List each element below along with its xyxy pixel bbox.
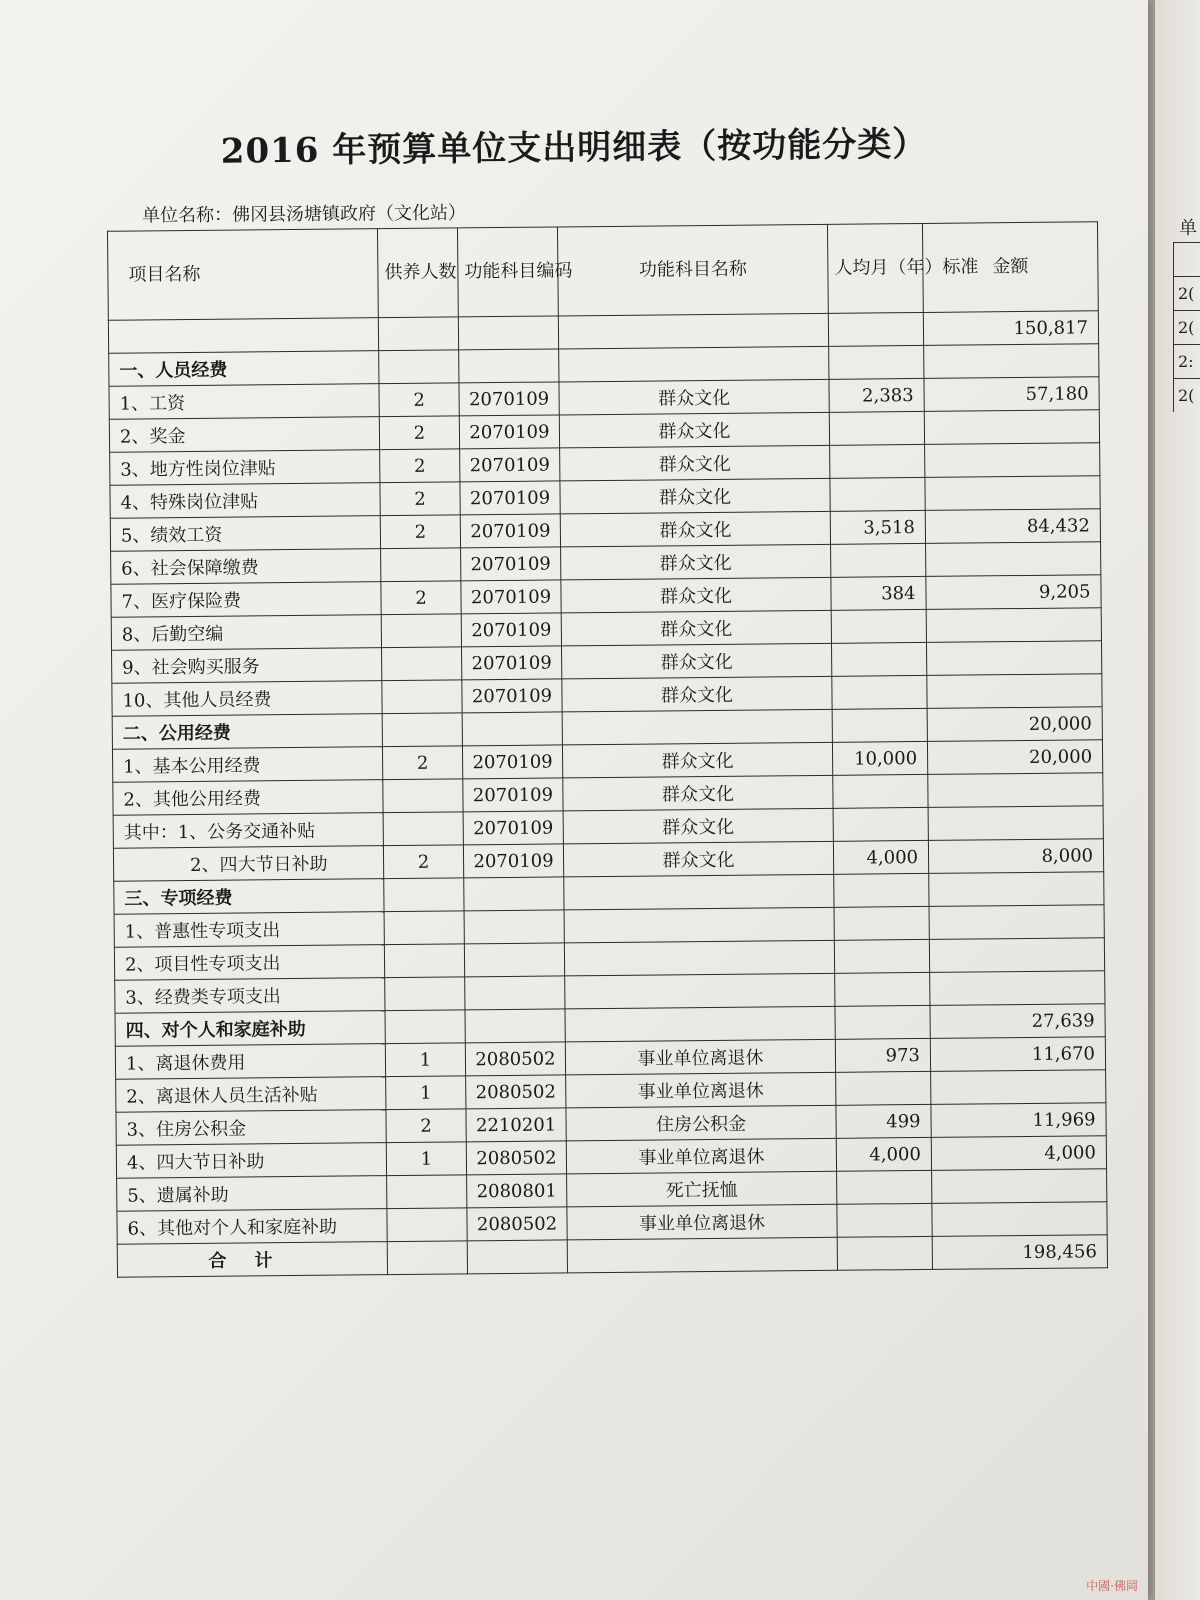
cell-standard: 4,000 (836, 1137, 931, 1171)
cell-people-count (387, 1175, 467, 1209)
cell-people-count: 2 (380, 515, 460, 549)
cell-project-name: 三、专项经费 (114, 879, 384, 915)
cell-function-name: 住房公积金 (566, 1105, 836, 1141)
cell-function-name (564, 874, 834, 910)
cell-project-name: 3、经费类专项支出 (115, 978, 385, 1014)
cell-people-count: 2 (383, 845, 463, 879)
cell-amount: 8,000 (928, 839, 1103, 874)
cell-function-name (567, 1237, 837, 1273)
cell-people-count: 2 (379, 416, 459, 450)
cell-people-count: 2 (380, 482, 460, 516)
cell-standard (837, 1236, 932, 1270)
cell-people-count (387, 1241, 467, 1275)
cell-function-code: 2070109 (462, 745, 562, 779)
cell-function-code: 2070109 (463, 844, 563, 878)
cell-function-name: 事业单位离退休 (567, 1204, 837, 1240)
cell-amount (932, 1169, 1107, 1204)
cell-function-code (462, 712, 562, 746)
cell-standard (832, 708, 927, 742)
cell-project-name: 2、四大节日补助 (113, 846, 383, 882)
cell-function-name: 群众文化 (559, 412, 829, 448)
cell-function-code (464, 943, 564, 977)
cell-function-code (458, 316, 558, 350)
table-body (108, 311, 1107, 1277)
cell-standard: 384 (831, 576, 926, 610)
cell-project-name: 1、普惠性专项支出 (114, 912, 384, 948)
cell-function-code: 2070109 (460, 481, 560, 515)
cell-standard (833, 774, 928, 808)
cell-function-name: 群众文化 (562, 643, 832, 679)
cell-project-name: 8、后勤空编 (111, 615, 381, 651)
cell-people-count: 2 (381, 581, 461, 615)
cell-standard (831, 543, 926, 577)
cell-standard: 2,383 (829, 378, 924, 412)
unit-name: 单位名称：佛冈县汤塘镇政府（文化站） (141, 202, 467, 227)
cell-people-count: 1 (386, 1142, 466, 1176)
cell-people-count (382, 647, 462, 681)
cell-people-count (385, 977, 465, 1011)
cell-amount: 84,432 (925, 509, 1100, 544)
cell-project-name: 2、奖金 (109, 417, 379, 453)
cell-standard (831, 642, 926, 676)
cell-people-count (384, 911, 464, 945)
cell-people-count: 1 (385, 1043, 465, 1077)
cell-function-code (465, 976, 565, 1010)
cell-standard: 973 (835, 1038, 930, 1072)
cell-function-name: 死亡抚恤 (567, 1171, 837, 1207)
cell-project-name: 3、住房公积金 (116, 1110, 386, 1146)
cell-function-code (464, 910, 564, 944)
cell-people-count (381, 548, 461, 582)
cell-function-code: 2070109 (461, 547, 561, 581)
cell-people-count (378, 317, 458, 351)
cell-function-name (564, 940, 834, 976)
cell-amount: 57,180 (924, 377, 1099, 412)
cell-amount (926, 542, 1101, 577)
cell-standard (834, 873, 929, 907)
cell-function-name: 群众文化 (563, 775, 833, 811)
cell-standard (836, 1071, 931, 1105)
cell-function-name: 群众文化 (561, 544, 831, 580)
cell-project-name: 1、基本公用经费 (112, 747, 382, 783)
cell-function-name: 群众文化 (562, 676, 832, 712)
cell-amount (932, 1202, 1107, 1237)
cell-function-code: 2070109 (461, 613, 561, 647)
cell-people-count (379, 350, 459, 384)
cell-amount (928, 773, 1103, 808)
cell-function-code: 2070109 (461, 580, 561, 614)
cell-standard (829, 411, 924, 445)
cell-standard: 499 (836, 1104, 931, 1138)
cell-standard (834, 906, 929, 940)
cell-amount (926, 641, 1101, 676)
cell-project-name: 合计 (117, 1242, 387, 1278)
cell-function-code: 2080502 (466, 1141, 566, 1175)
cell-amount (928, 806, 1103, 841)
cell-people-count (383, 779, 463, 813)
cell-project-name: 6、其他对个人和家庭补助 (117, 1209, 387, 1245)
cell-function-name: 群众文化 (560, 511, 830, 547)
cell-project-name: 2、离退休人员生活补贴 (116, 1077, 386, 1113)
cell-function-code: 2210201 (466, 1108, 566, 1142)
cell-people-count (384, 878, 464, 912)
cell-standard: 10,000 (832, 741, 927, 775)
cell-function-code (464, 877, 564, 911)
cell-function-code (467, 1240, 567, 1274)
cell-project-name: 1、离退休费用 (115, 1044, 385, 1080)
cell-project-name: 1、工资 (109, 384, 379, 420)
header-amount: 金额 (922, 222, 1098, 313)
cell-project-name: 3、地方性岗位津贴 (110, 450, 380, 486)
cell-function-code: 2070109 (459, 382, 559, 416)
adjacent-page-cell (1173, 242, 1200, 276)
cell-amount: 20,000 (927, 707, 1102, 742)
cell-people-count (383, 812, 463, 846)
cell-amount (929, 872, 1104, 907)
cell-amount (930, 971, 1105, 1006)
cell-function-name (559, 346, 829, 382)
cell-function-name: 事业单位离退休 (566, 1138, 836, 1174)
cell-amount: 198,456 (932, 1235, 1107, 1270)
cell-standard (829, 345, 924, 379)
expense-table-wrapper (107, 221, 1107, 1277)
cell-function-name: 群众文化 (560, 478, 830, 514)
cell-function-code (465, 1009, 565, 1043)
cell-standard: 3,518 (830, 510, 925, 544)
cell-project-name: 2、其他公用经费 (113, 780, 383, 816)
cell-standard (828, 312, 923, 346)
cell-function-name: 群众文化 (561, 610, 831, 646)
cell-function-name: 事业单位离退休 (566, 1072, 836, 1108)
cell-project-name: 4、特殊岗位津贴 (110, 483, 380, 519)
cell-function-name (565, 973, 835, 1009)
cell-function-name: 群众文化 (559, 379, 829, 415)
cell-amount (925, 476, 1100, 511)
cell-function-code: 2080502 (467, 1207, 567, 1241)
cell-standard (835, 1005, 930, 1039)
cell-project-name: 其中：1、公务交通补贴 (113, 813, 383, 849)
cell-function-name: 群众文化 (563, 841, 833, 877)
cell-project-name: 二、公用经费 (112, 714, 382, 750)
cell-people-count: 2 (379, 383, 459, 417)
cell-project-name: 2、项目性专项支出 (114, 945, 384, 981)
adjacent-page-edge (1155, 0, 1200, 1600)
expense-table (107, 221, 1108, 1277)
cell-function-code: 2070109 (459, 415, 559, 449)
cell-standard (833, 807, 928, 841)
adjacent-page-label: 单 (1179, 218, 1197, 239)
cell-people-count (387, 1208, 467, 1242)
header-function-code: 功能科目编码 (457, 227, 558, 317)
cell-standard (830, 477, 925, 511)
cell-project-name: 5、遗属补助 (117, 1176, 387, 1212)
cell-amount: 27,639 (930, 1004, 1105, 1039)
adjacent-page-cell: 2( (1173, 310, 1200, 344)
cell-function-code: 2070109 (463, 778, 563, 812)
cell-amount: 4,000 (931, 1136, 1106, 1171)
cell-amount (927, 674, 1102, 709)
cell-function-code: 2070109 (462, 679, 562, 713)
cell-people-count: 2 (382, 746, 462, 780)
cell-function-name (562, 709, 832, 745)
cell-amount (924, 410, 1099, 445)
cell-people-count (382, 713, 462, 747)
cell-function-name: 群众文化 (563, 808, 833, 844)
cell-people-count: 2 (386, 1109, 466, 1143)
cell-amount (924, 344, 1099, 379)
adjacent-page-cell: 2: (1173, 344, 1200, 378)
cell-project-name: 一、人员经费 (109, 351, 379, 387)
cell-function-code (459, 349, 559, 383)
cell-amount (929, 905, 1104, 940)
cell-people-count (381, 614, 461, 648)
cell-standard (837, 1170, 932, 1204)
cell-amount: 11,670 (930, 1037, 1105, 1072)
cell-amount (925, 443, 1100, 478)
cell-project-name: 4、四大节日补助 (116, 1143, 386, 1179)
cell-function-name (565, 1006, 835, 1042)
cell-project-name: 9、社会购买服务 (112, 648, 382, 684)
cell-standard (832, 675, 927, 709)
cell-function-code: 2080502 (466, 1075, 566, 1109)
cell-project-name: 四、对个人和家庭补助 (115, 1011, 385, 1047)
cell-standard (831, 609, 926, 643)
cell-function-name (558, 313, 828, 349)
cell-standard (834, 939, 929, 973)
cell-amount (926, 608, 1101, 643)
cell-people-count (385, 1010, 465, 1044)
cell-project-name: 7、医疗保险费 (111, 582, 381, 618)
header-per-capita-standard: 人均月（年）标准 (827, 223, 923, 313)
cell-standard: 4,000 (833, 840, 928, 874)
cell-people-count: 2 (380, 449, 460, 483)
cell-standard (837, 1203, 932, 1237)
cell-project-name: 6、社会保障缴费 (111, 549, 381, 585)
cell-project-name: 10、其他人员经费 (112, 681, 382, 717)
cell-function-code: 2080502 (465, 1042, 565, 1076)
cell-function-name: 事业单位离退休 (565, 1039, 835, 1075)
cell-amount: 20,000 (927, 740, 1102, 775)
watermark-logo: 中國·佛岡 (1086, 1579, 1138, 1593)
cell-people-count (382, 680, 462, 714)
cell-function-name (564, 907, 834, 943)
cell-project-name: 5、绩效工资 (110, 516, 380, 552)
cell-function-code: 2070109 (460, 514, 560, 548)
adjacent-page-cell: 2( (1173, 276, 1200, 310)
cell-function-code: 2070109 (463, 811, 563, 845)
header-project-name: 项目名称 (108, 229, 379, 321)
cell-amount (931, 1070, 1106, 1105)
cell-amount: 150,817 (923, 311, 1098, 346)
cell-function-name: 群众文化 (560, 445, 830, 481)
header-people-count: 供养人数 (377, 228, 458, 318)
cell-people-count (384, 944, 464, 978)
cell-people-count: 1 (386, 1076, 466, 1110)
page-title: 2016 年预算单位支出明细表（按功能分类） (220, 124, 928, 172)
cell-amount: 11,969 (931, 1103, 1106, 1138)
cell-function-code: 2080801 (467, 1174, 567, 1208)
cell-function-code: 2070109 (462, 646, 562, 680)
cell-function-code: 2070109 (460, 448, 560, 482)
adjacent-page-cell: 2( (1173, 378, 1200, 412)
cell-amount: 9,205 (926, 575, 1101, 610)
cell-amount (929, 938, 1104, 973)
cell-function-name: 群众文化 (562, 742, 832, 778)
cell-standard (835, 972, 930, 1006)
cell-function-name: 群众文化 (561, 577, 831, 613)
cell-project-name (108, 318, 378, 354)
adjacent-page-table (1173, 242, 1200, 412)
table-header-row (108, 222, 1099, 320)
cell-standard (830, 444, 925, 478)
header-function-name: 功能科目名称 (557, 224, 828, 316)
